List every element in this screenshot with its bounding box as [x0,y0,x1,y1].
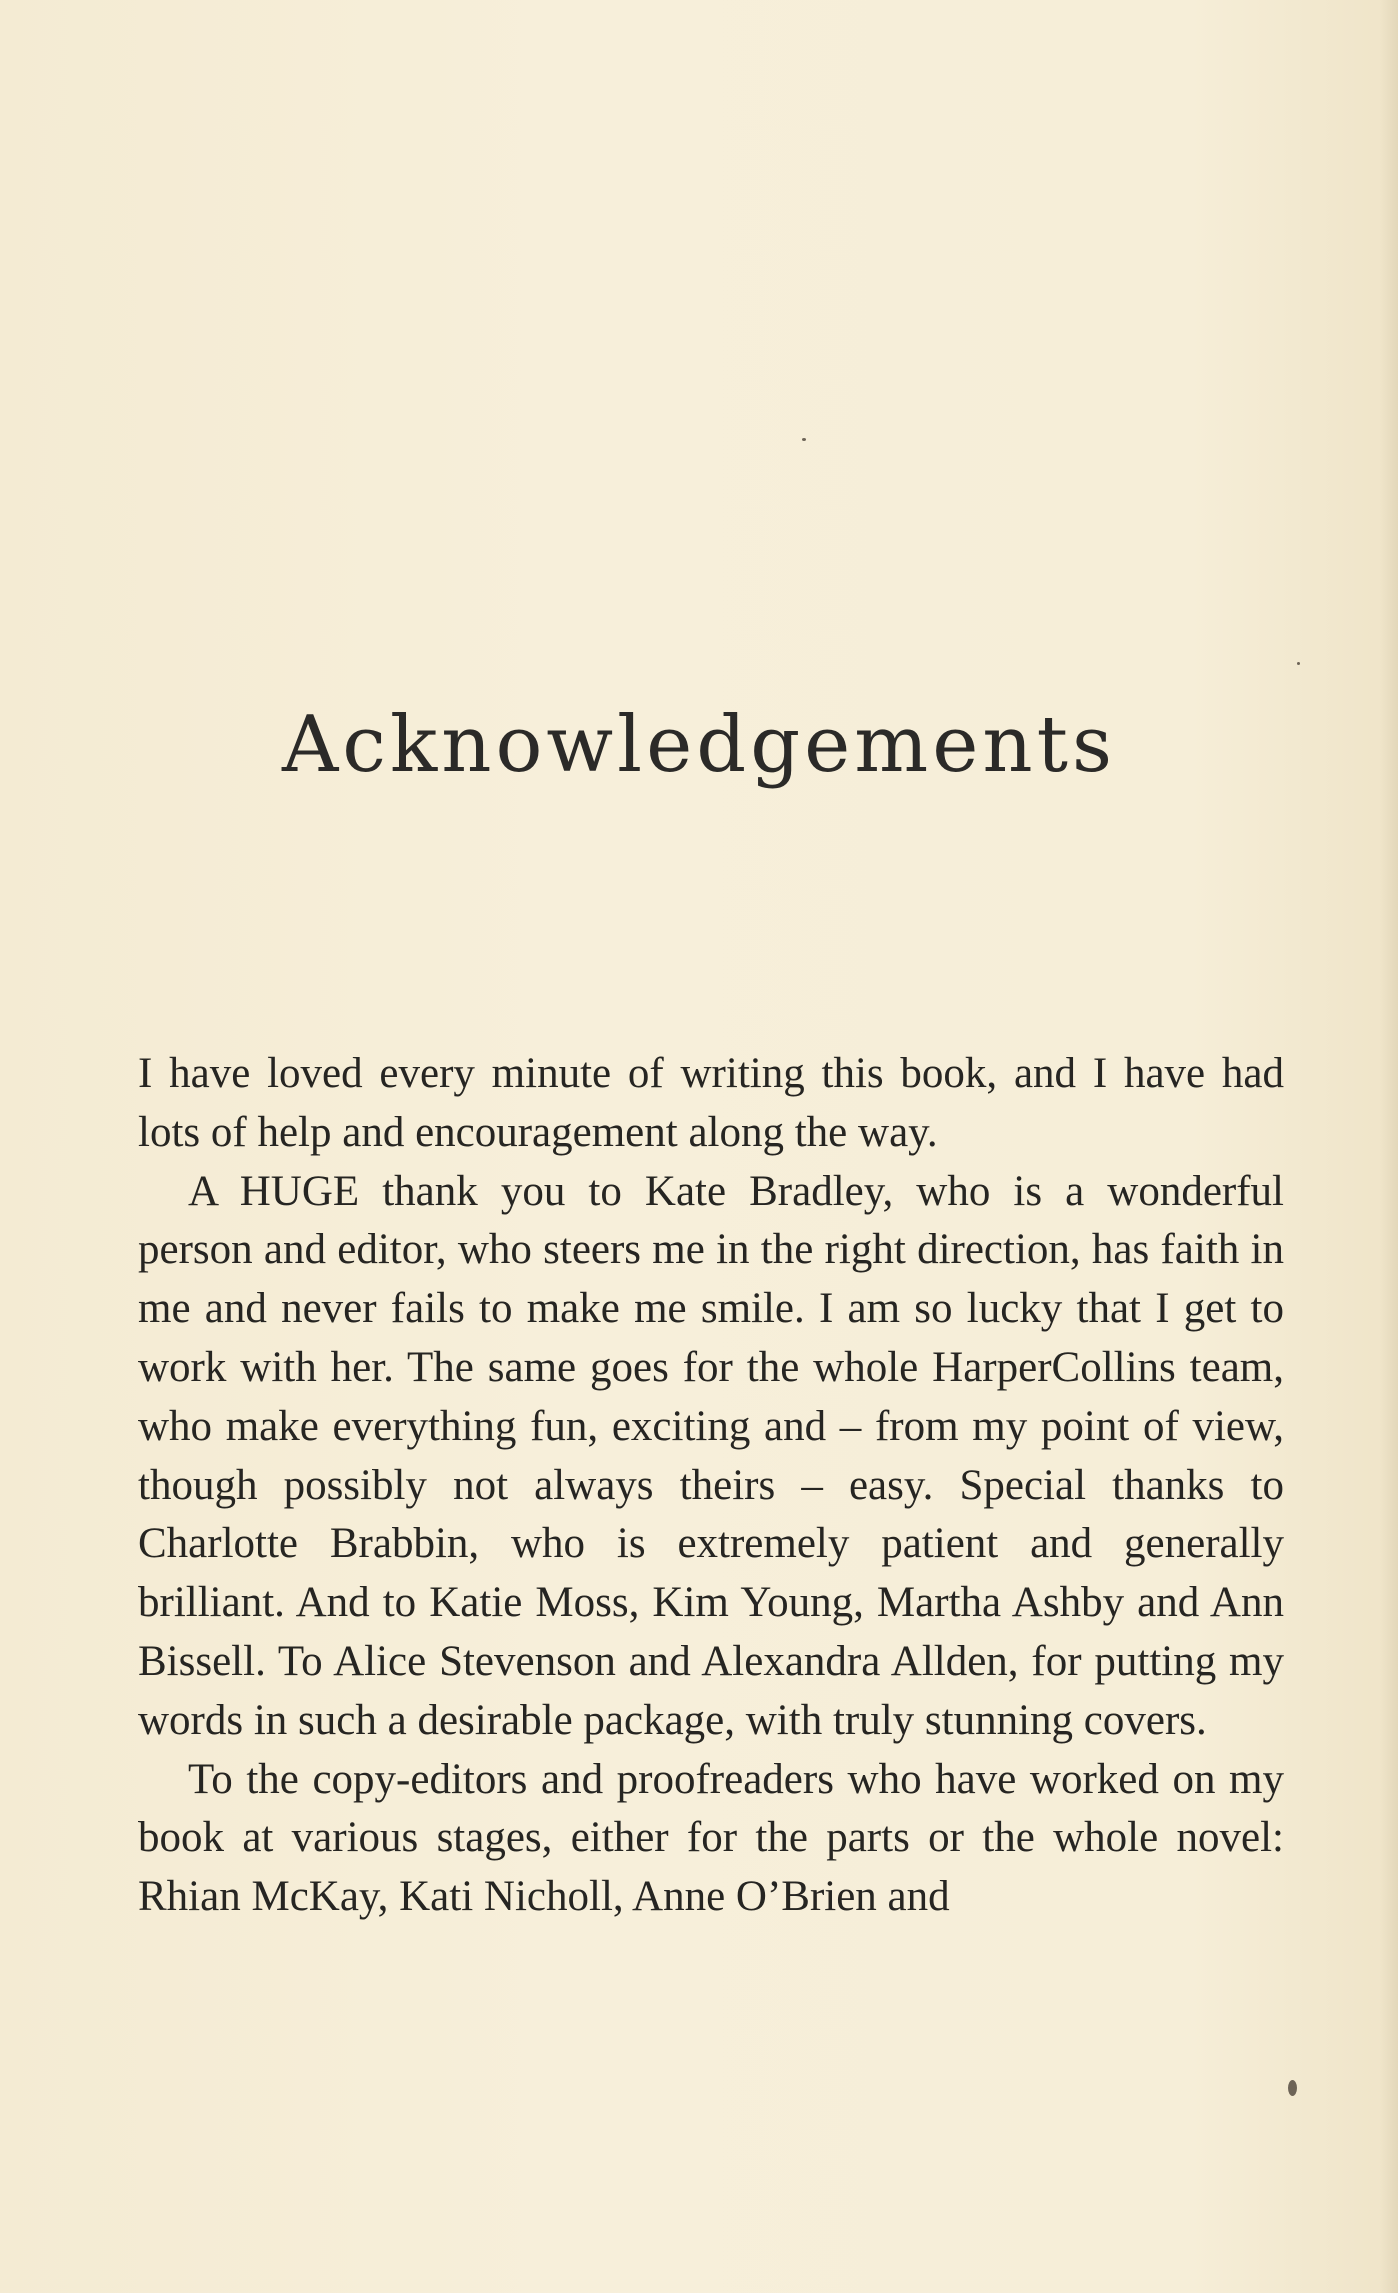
paragraph: I have loved every minute of writing this book, and I have had lots of help and encouragement along the way. [138,1050,1284,1156]
paper-speck [1288,2080,1297,2096]
paper-speck [802,438,806,441]
acknowledgements-body [138,1045,1284,1927]
chapter-title: Acknowledgements [281,700,1117,790]
paper-speck [1297,662,1300,665]
page-edge-shadow [1380,0,1398,2293]
paragraph: A HUGE thank you to Kate Bradley, who is a wonderful person and editor, who steers me in the right direction, has faith in me and never fails to make me smile. I am so lucky that I get to work with her. The same goes for the whole HarperCollins team, who make everything fun, exciting and – from my point of view, though possibly not always theirs – easy. Special thanks to Charlotte Brabbin, who is extremely patient and generally brilliant. And to Katie Moss, Kim Young, Martha Ashby and Ann Bissell. To Alice Stevenson and Alexandra Allden, for putting my words in such a desirable package, with truly stunning covers. [138,1167,1284,1744]
paragraph: To the copy-editors and proofreaders who have worked on my book at various stages, either for the parts or the whole novel: Rhian McKay, Kati Nicholl, Anne O’Brien and [138,1755,1284,1921]
